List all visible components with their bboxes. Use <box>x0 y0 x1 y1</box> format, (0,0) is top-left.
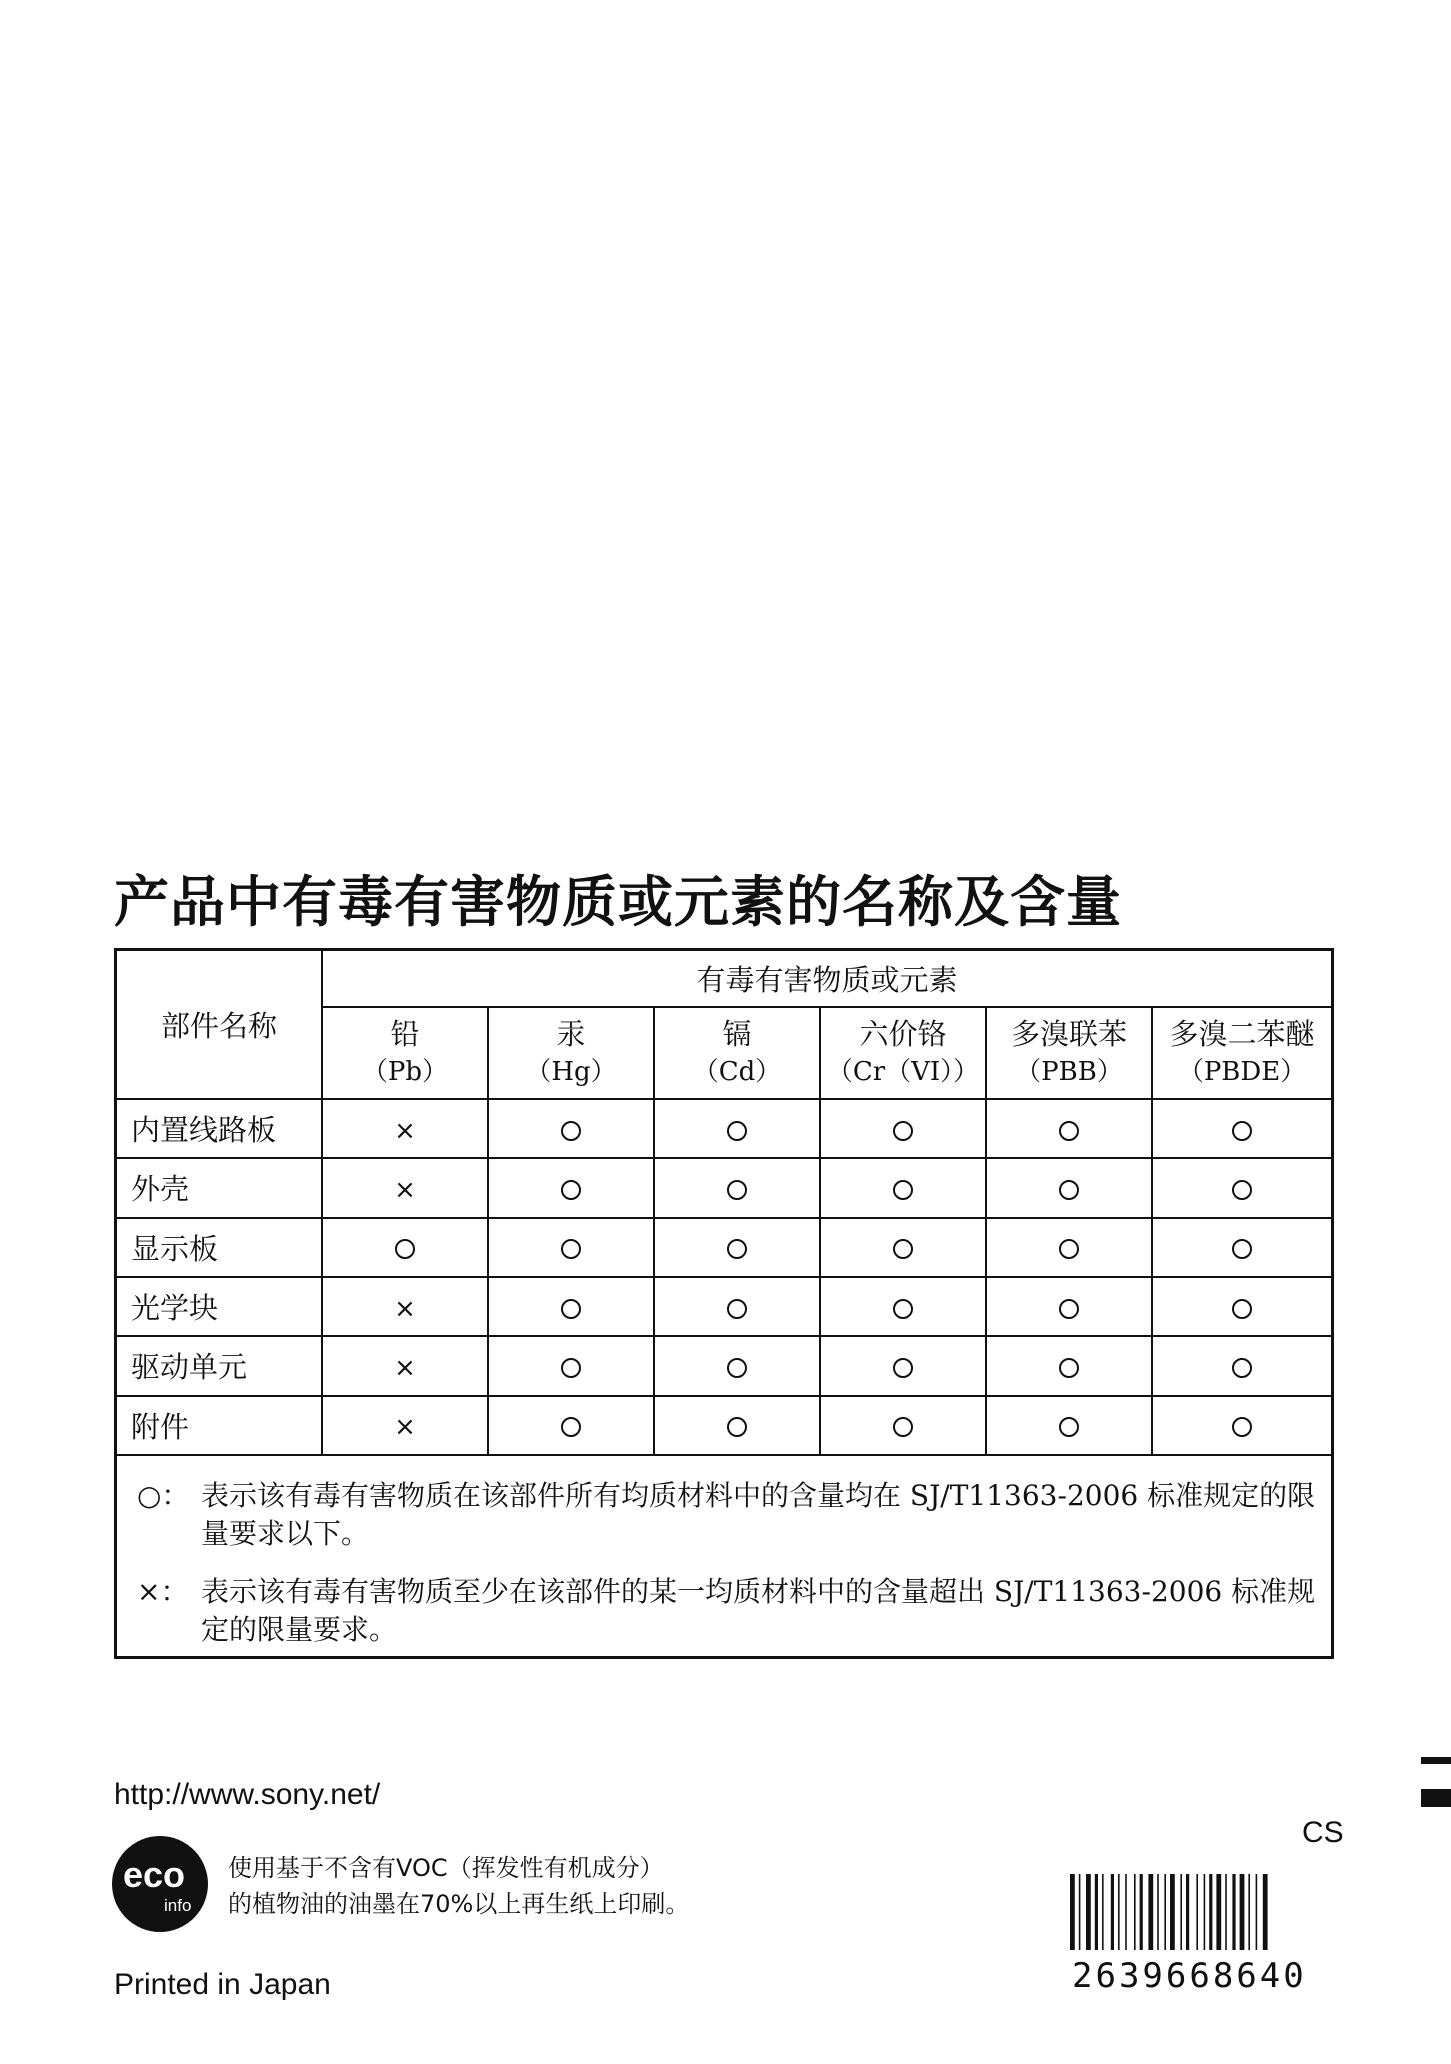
note-cross <box>137 1573 1317 1649</box>
note-text: 表示该有毒有害物质至少在该部件的某一均质材料中的含量超出 SJ/T11363-2006 标准规定的限量要求。 <box>201 1575 1316 1646</box>
circle-mark-icon <box>727 1299 747 1319</box>
note-text: 表示该有毒有害物质在该部件所有均质材料中的含量均在 SJ/T11363-2006 标准规定的限量要求以下。 <box>201 1479 1316 1550</box>
part-name-cell: 附件 <box>117 1396 322 1455</box>
page-title: 产品中有毒有害物质或元素的名称及含量 <box>114 870 1123 934</box>
mark-cell <box>654 1158 820 1217</box>
barcode-bar <box>1102 1874 1104 1950</box>
cross-mark-icon: × <box>394 1115 416 1146</box>
mark-cell <box>986 1099 1152 1158</box>
barcode-bar <box>1164 1874 1166 1950</box>
circle-mark-icon <box>561 1358 581 1378</box>
mark-cell <box>488 1336 654 1395</box>
circle-mark-icon <box>893 1121 913 1141</box>
table-row <box>117 1218 1331 1277</box>
mark-cell <box>1152 1277 1331 1336</box>
circle-mark-icon <box>1059 1239 1079 1259</box>
mark-cell <box>322 1218 488 1277</box>
mark-cell <box>488 1277 654 1336</box>
substance-table-panel <box>114 948 1334 1659</box>
circle-mark-icon <box>727 1180 747 1200</box>
substance-name: 铅 <box>390 1017 420 1051</box>
circle-mark-icon <box>727 1417 747 1437</box>
table-row <box>117 1099 1331 1158</box>
mark-cell <box>820 1277 986 1336</box>
barcode-bar <box>1140 1874 1143 1950</box>
part-name-cell: 内置线路板 <box>117 1099 322 1158</box>
mark-cell <box>488 1396 654 1455</box>
note-circle <box>137 1477 1317 1553</box>
mark-cell <box>654 1336 820 1395</box>
note-key: ○： <box>137 1479 190 1512</box>
mark-cell <box>322 1158 488 1217</box>
circle-mark-icon <box>893 1417 913 1437</box>
circle-mark-icon <box>561 1299 581 1319</box>
substance-symbol: （Pb） <box>361 1057 449 1087</box>
language-code: CS <box>1302 1816 1344 1849</box>
mark-cell <box>488 1158 654 1217</box>
substance-symbol: （Cr（VI）） <box>826 1057 980 1087</box>
mark-cell <box>1152 1218 1331 1277</box>
substance-header <box>322 1007 488 1099</box>
circle-mark-icon <box>893 1358 913 1378</box>
circle-mark-icon <box>1232 1180 1252 1200</box>
circle-mark-icon <box>1232 1121 1252 1141</box>
barcode-bar <box>1157 1874 1159 1950</box>
mark-cell <box>1152 1158 1331 1217</box>
circle-mark-icon <box>727 1121 747 1141</box>
part-name-header: 部件名称 <box>117 951 322 1099</box>
mark-cell <box>820 1336 986 1395</box>
edge-mark <box>1421 1789 1451 1807</box>
mark-cell <box>322 1099 488 1158</box>
circle-mark-icon <box>1059 1121 1079 1141</box>
substance-name: 镉 <box>722 1017 752 1051</box>
mark-cell <box>654 1099 820 1158</box>
barcode-number: 2639668640 <box>1072 1956 1307 1996</box>
substance-header <box>488 1007 654 1099</box>
barcode-bar <box>1216 1874 1221 1950</box>
barcode-bar <box>1186 1874 1189 1950</box>
circle-mark-icon <box>1232 1239 1252 1259</box>
circle-mark-icon <box>1059 1299 1079 1319</box>
circle-mark-icon <box>727 1239 747 1259</box>
legend-notes <box>137 1477 1317 1669</box>
mark-cell <box>1152 1396 1331 1455</box>
eco-line-1: 使用基于不含有VOC（挥发性有机成分） <box>228 1854 664 1882</box>
eco-statement <box>228 1850 689 1922</box>
mark-cell <box>488 1218 654 1277</box>
substance-name: 多溴二苯醚 <box>1169 1017 1315 1051</box>
circle-mark-icon <box>561 1121 581 1141</box>
circle-mark-icon <box>1059 1417 1079 1437</box>
substance-name: 汞 <box>556 1017 586 1051</box>
circle-mark-icon <box>1232 1299 1252 1319</box>
barcode-bar <box>1225 1874 1227 1950</box>
barcode-bar <box>1196 1874 1198 1950</box>
substance-header <box>986 1007 1152 1099</box>
substance-header <box>1152 1007 1331 1099</box>
barcode-bar <box>1204 1874 1206 1950</box>
substance-name: 多溴联苯 <box>1010 1017 1127 1051</box>
eco-logo-sub: info <box>164 1896 192 1915</box>
barcode-bar <box>1170 1874 1175 1950</box>
substance-header <box>820 1007 986 1099</box>
barcode-bar <box>1180 1874 1182 1950</box>
table-row <box>117 1336 1331 1395</box>
barcode-bar <box>1079 1874 1081 1950</box>
substance-symbol: （Cd） <box>692 1057 782 1087</box>
circle-mark-icon <box>561 1239 581 1259</box>
substance-name: 六价铬 <box>859 1017 947 1051</box>
barcode-bar <box>1240 1874 1245 1950</box>
table-row <box>117 1396 1331 1455</box>
mark-cell <box>654 1396 820 1455</box>
mark-cell <box>820 1218 986 1277</box>
mark-cell <box>986 1218 1152 1277</box>
substance-symbol: （PBB） <box>1015 1057 1123 1087</box>
mark-cell <box>820 1099 986 1158</box>
mark-cell <box>654 1218 820 1277</box>
note-key: ×： <box>137 1575 189 1608</box>
eco-logo-word: eco <box>123 1854 186 1895</box>
table-row <box>117 1277 1331 1336</box>
part-name-cell: 显示板 <box>117 1218 322 1277</box>
barcode-bar <box>1232 1874 1235 1950</box>
circle-mark-icon <box>727 1358 747 1378</box>
barcode-bar <box>1263 1874 1268 1950</box>
printed-in: Printed in Japan <box>114 1968 331 2001</box>
barcode-bar <box>1148 1874 1153 1950</box>
substance-table <box>117 951 1331 1456</box>
circle-mark-icon <box>1059 1358 1079 1378</box>
table-row <box>117 1158 1331 1217</box>
mark-cell <box>820 1396 986 1455</box>
circle-mark-icon <box>1059 1180 1079 1200</box>
mark-cell <box>986 1336 1152 1395</box>
substance-symbol: （Hg） <box>525 1057 617 1087</box>
barcode-bar <box>1134 1874 1136 1950</box>
circle-mark-icon <box>893 1239 913 1259</box>
mark-cell <box>1152 1099 1331 1158</box>
circle-mark-icon <box>395 1239 415 1259</box>
barcode-bar <box>1256 1874 1258 1950</box>
mark-cell <box>322 1336 488 1395</box>
circle-mark-icon <box>893 1180 913 1200</box>
edge-mark <box>1421 1757 1451 1764</box>
part-name-cell: 光学块 <box>117 1277 322 1336</box>
eco-info-logo <box>112 1836 208 1932</box>
substance-header <box>654 1007 820 1099</box>
part-name-cell: 外壳 <box>117 1158 322 1217</box>
barcode-bar <box>1125 1874 1127 1950</box>
mark-cell <box>488 1099 654 1158</box>
barcode-bar <box>1070 1874 1075 1950</box>
barcode-bar <box>1209 1874 1212 1950</box>
part-name-cell: 驱动单元 <box>117 1336 322 1395</box>
barcode <box>1070 1874 1340 1950</box>
barcode-bar <box>1095 1874 1098 1950</box>
mark-cell <box>322 1277 488 1336</box>
barcode-bar <box>1248 1874 1250 1950</box>
circle-mark-icon <box>1232 1358 1252 1378</box>
mark-cell <box>986 1158 1152 1217</box>
circle-mark-icon <box>561 1180 581 1200</box>
mark-cell <box>1152 1336 1331 1395</box>
cross-mark-icon: × <box>394 1174 416 1205</box>
circle-mark-icon <box>561 1417 581 1437</box>
eco-line-2: 的植物油的油墨在70%以上再生纸上印刷。 <box>228 1890 690 1918</box>
barcode-bar <box>1086 1874 1091 1950</box>
mark-cell <box>986 1396 1152 1455</box>
mark-cell <box>322 1396 488 1455</box>
mark-cell <box>654 1277 820 1336</box>
mark-cell <box>820 1158 986 1217</box>
cross-mark-icon: × <box>394 1293 416 1324</box>
substance-group-header: 有毒有害物质或元素 <box>322 951 1331 1007</box>
mark-cell <box>986 1277 1152 1336</box>
cross-mark-icon: × <box>394 1412 416 1443</box>
barcode-bar <box>1118 1874 1120 1950</box>
circle-mark-icon <box>893 1299 913 1319</box>
cross-mark-icon: × <box>394 1352 416 1383</box>
circle-mark-icon <box>1232 1417 1252 1437</box>
barcode-bar <box>1111 1874 1114 1950</box>
substance-symbol: （PBDE） <box>1177 1057 1307 1087</box>
website-url[interactable]: http://www.sony.net/ <box>114 1778 381 1811</box>
